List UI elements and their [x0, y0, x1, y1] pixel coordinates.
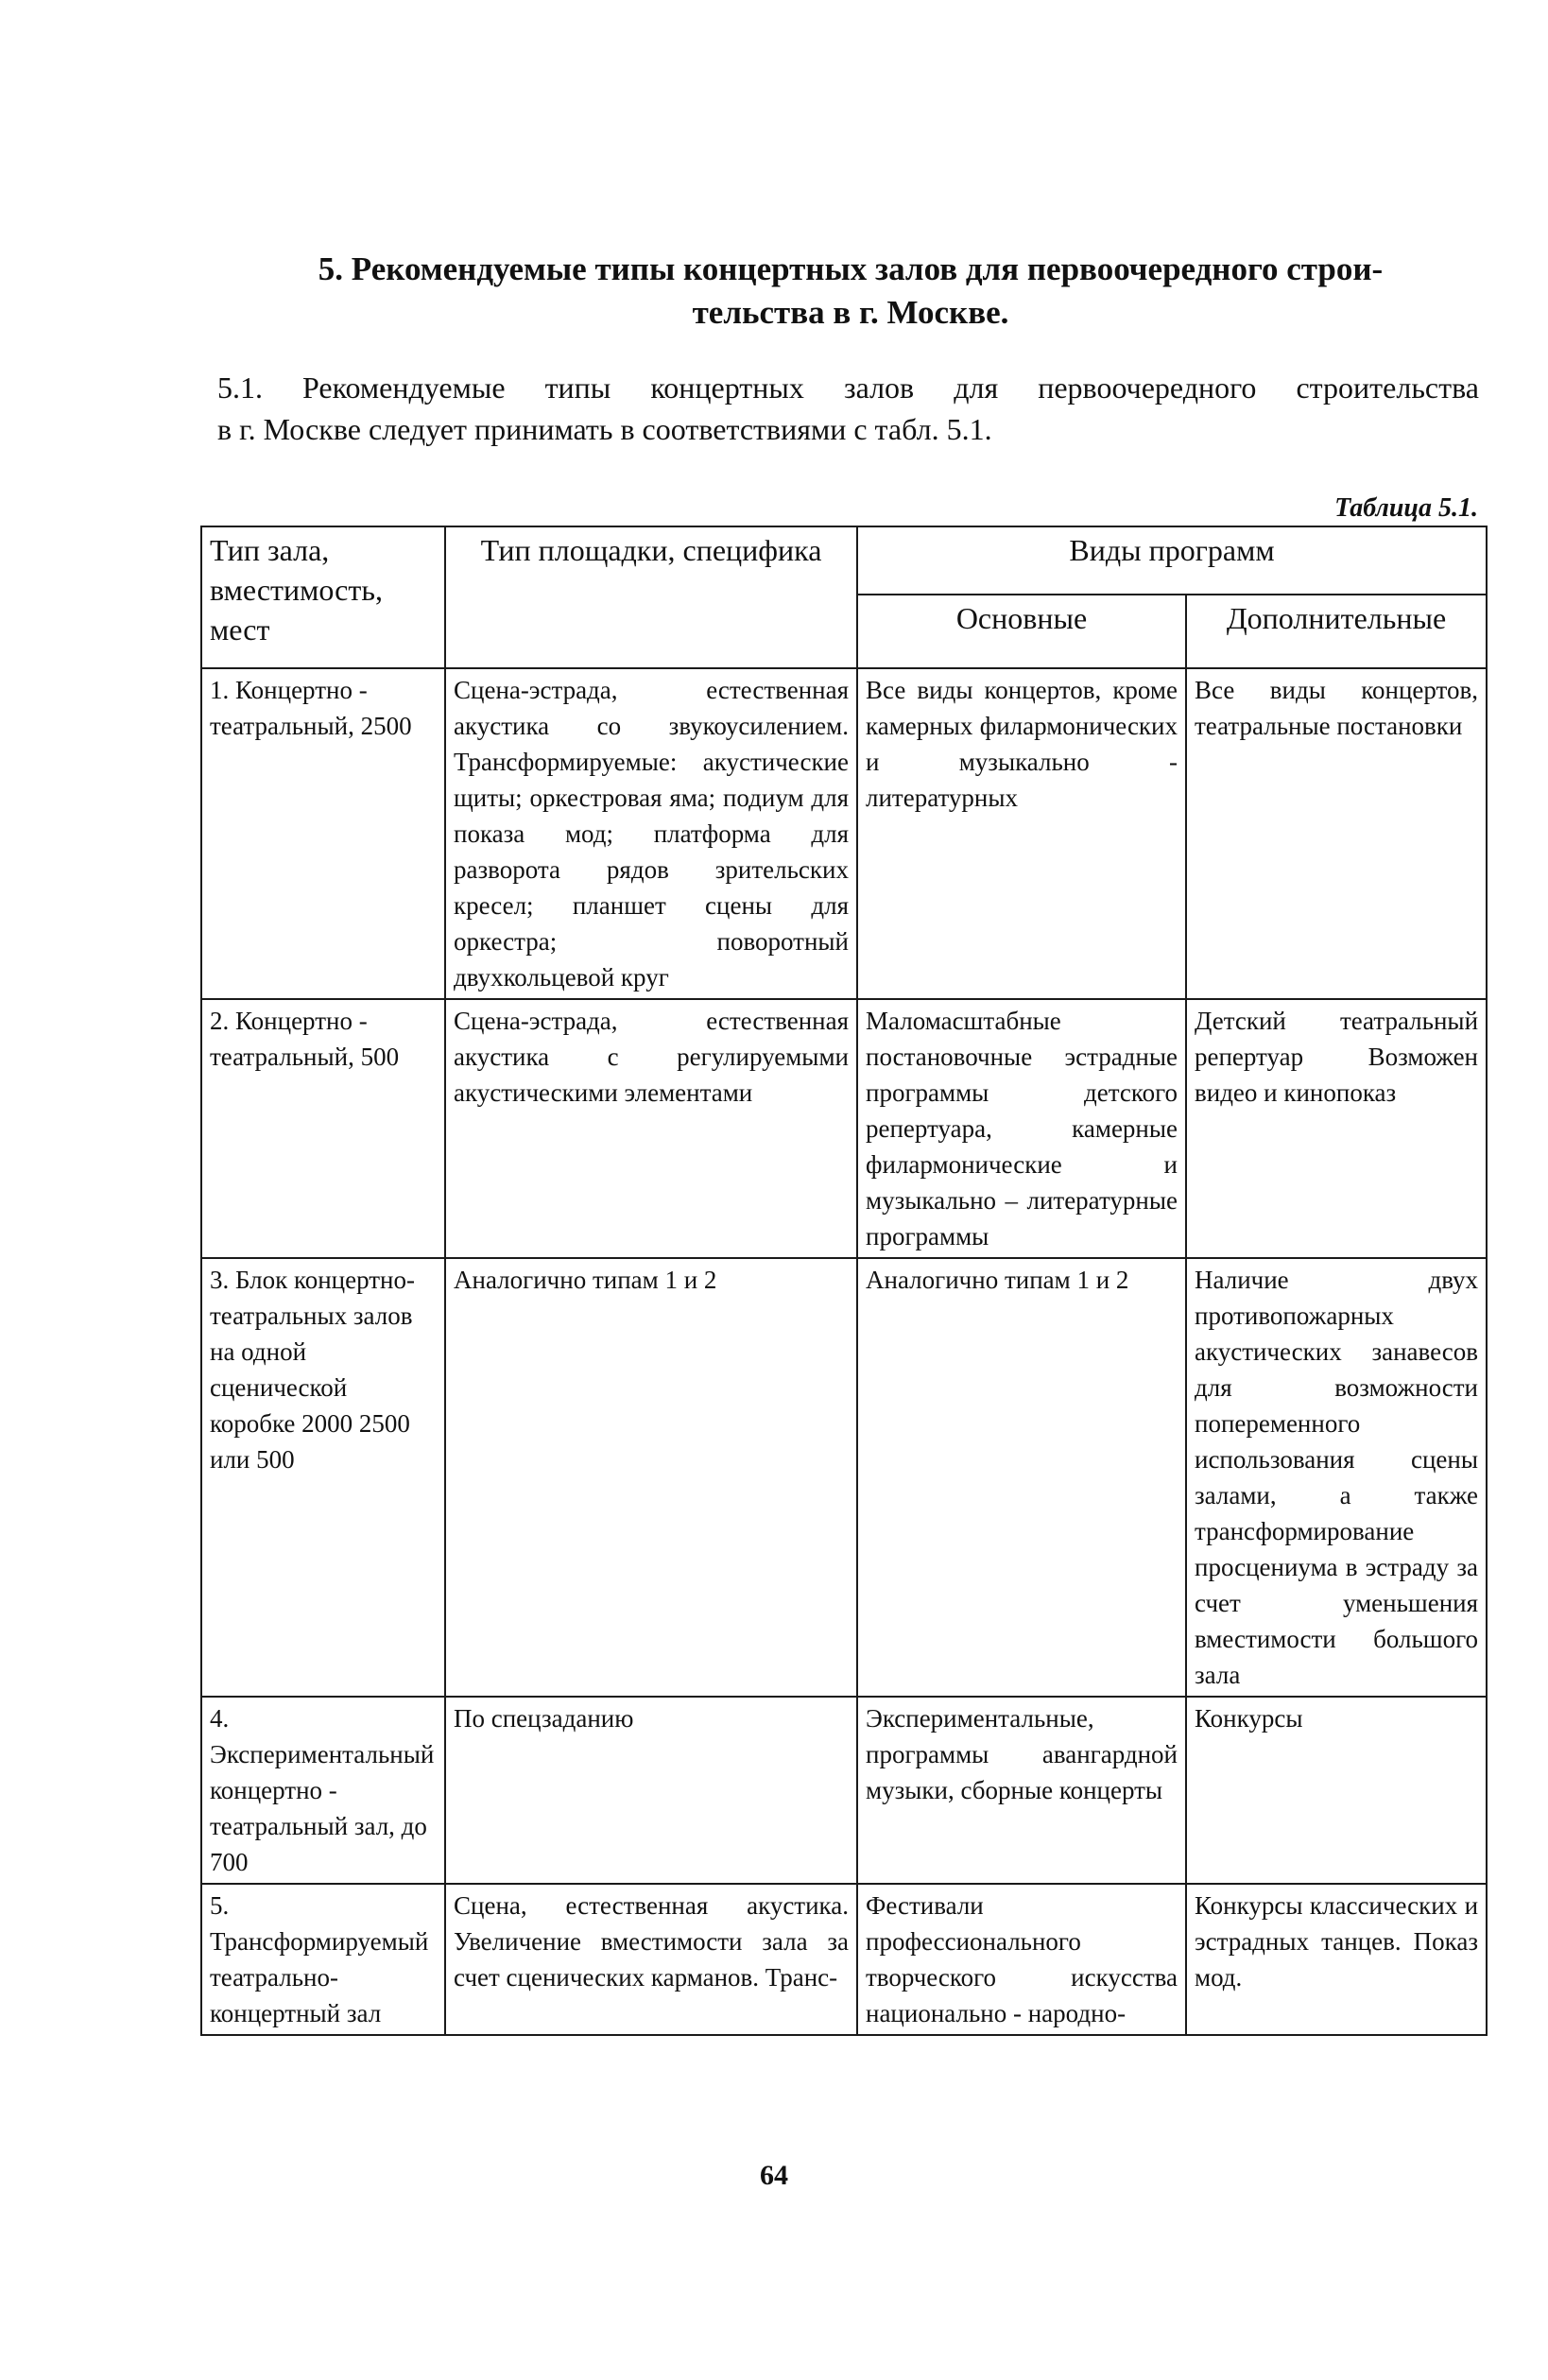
cell-site: По спецзаданию — [445, 1697, 857, 1884]
cell-hall-type: 4. Экспериментальный концертно - театральный зал, до 700 — [201, 1697, 445, 1884]
concert-halls-table — [200, 526, 1488, 2036]
cell-additional-programs: Конкурсы — [1186, 1697, 1487, 1884]
section-heading-line-1: 5. Рекомендуемые типы концертных залов для первоочередного строи- — [318, 250, 1384, 287]
cell-hall-type: 3. Блок концертно-театральных залов на одной сценической коробке 2000 2500 или 500 — [201, 1258, 445, 1697]
section-heading — [217, 248, 1484, 335]
table-row — [201, 668, 1487, 999]
table-row — [201, 1258, 1487, 1697]
cell-site: Сцена-эстрада, естественная акустика с регулируемыми акустическими элементами — [445, 999, 857, 1258]
table-row — [201, 999, 1487, 1258]
cell-main-programs: Все виды концертов, кроме камерных филармонических и музыкально - литературных — [857, 668, 1186, 999]
cell-site: Сцена-эстрада, естественная акустика со звукоусилением. Трансформируемые: акустические щиты; оркестровая яма; подиум для показа мод; платформа для разворота рядов зрительских кресел; планшет сцены для оркестра; поворотный двухкольцевой круг — [445, 668, 857, 999]
cell-additional-programs: Наличие двух противопожарных акустических занавесов для возможности попеременного использования сцены залами, а также трансформирование просцениума в эстраду за счет уменьшения вместимости большого зала — [1186, 1258, 1487, 1697]
table-header — [201, 526, 1487, 668]
page-number: 64 — [760, 2160, 788, 2191]
header-site-type: Тип площадки, специфика — [445, 526, 857, 668]
table-row — [201, 1697, 1487, 1884]
intro-paragraph — [217, 367, 1479, 450]
cell-main-programs: Экспериментальные, программы авангардной музыки, сборные концерты — [857, 1697, 1186, 1884]
intro-line-2: в г. Москве следует принимать в соответствиями с табл. 5.1. — [217, 412, 992, 446]
cell-site: Сцена, естественная акустика. Увеличение вместимости зала за счет сценических карманов. Транс- — [445, 1884, 857, 2035]
cell-main-programs: Маломасштабные постановочные эстрадные программы детского репертуара, камерные филармонические и музыкально – литературные программы — [857, 999, 1186, 1258]
cell-hall-type: 2. Концертно - театральный, 500 — [201, 999, 445, 1258]
cell-additional-programs: Детский театральный репертуар Возможен видео и кинопоказ — [1186, 999, 1487, 1258]
cell-main-programs: Фестивали профессионального творческого искусства национально - народно- — [857, 1884, 1186, 2035]
cell-hall-type: 5. Трансформируемый театрально-концертный зал — [201, 1884, 445, 2035]
table-caption: Таблица 5.1. — [1334, 493, 1478, 523]
table-header-row — [201, 526, 1487, 595]
header-programs: Виды программ — [857, 526, 1487, 595]
table-row — [201, 1884, 1487, 2035]
cell-additional-programs: Конкурсы классических и эстрадных танцев. Показ мод. — [1186, 1884, 1487, 2035]
header-hall-type: Тип зала, вместимость, мест — [201, 526, 445, 668]
cell-additional-programs: Все виды концертов, театральные постановки — [1186, 668, 1487, 999]
intro-line-1: 5.1. Рекомендуемые типы концертных залов для первоочередного строительства — [217, 371, 1479, 405]
cell-hall-type: 1. Концертно - театральный, 2500 — [201, 668, 445, 999]
header-main-programs: Основные — [857, 595, 1186, 668]
header-additional-programs: Дополнительные — [1186, 595, 1487, 668]
cell-site: Аналогично типам 1 и 2 — [445, 1258, 857, 1697]
section-heading-line-2: тельства в г. Москве. — [692, 294, 1009, 331]
cell-main-programs: Аналогично типам 1 и 2 — [857, 1258, 1186, 1697]
